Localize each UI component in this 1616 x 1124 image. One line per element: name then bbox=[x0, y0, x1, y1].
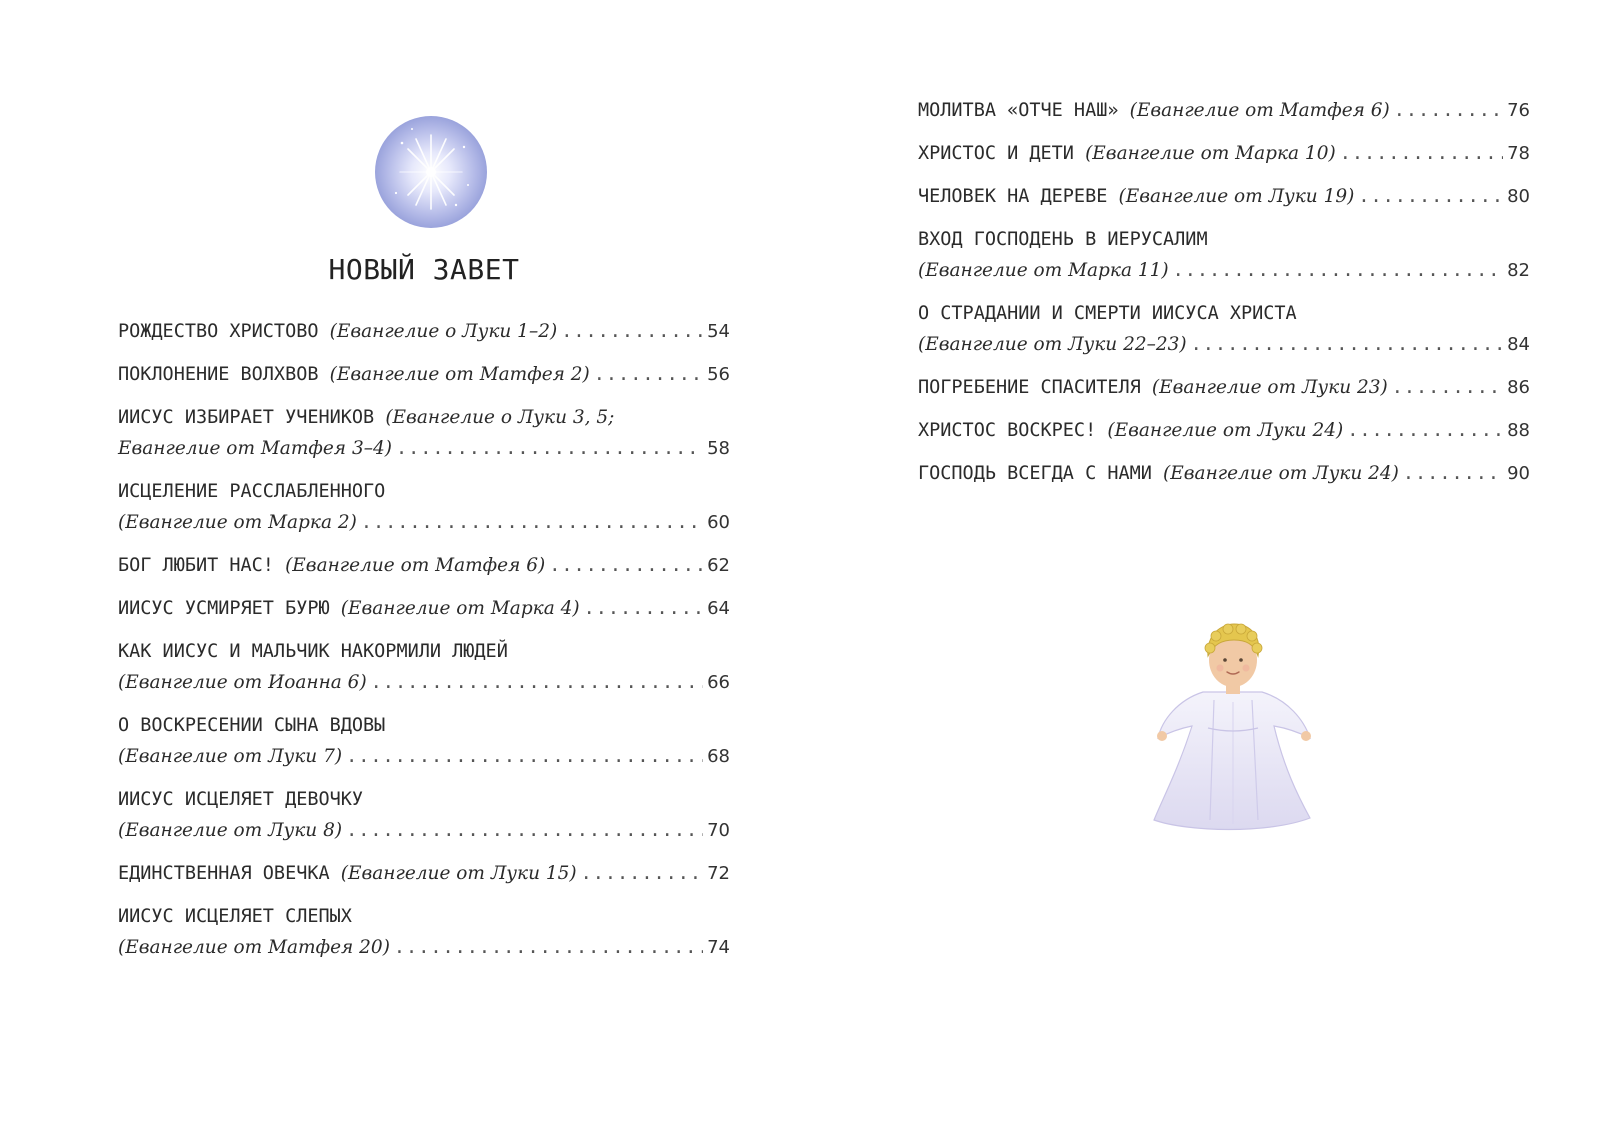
toc-entry[interactable] bbox=[118, 359, 730, 390]
leader-dots bbox=[394, 932, 703, 963]
leader-dots bbox=[581, 858, 703, 889]
toc-entry-page: 78 bbox=[1507, 143, 1530, 164]
toc-entry-title: ВХОД ГОСПОДЕНЬ В ИЕРУСАЛИМ bbox=[918, 229, 1208, 250]
toc-entry-ref: (Евангелие от Луки 22–23) bbox=[918, 334, 1187, 355]
toc-entry-page: 74 bbox=[707, 937, 730, 958]
toc-entry-ref: (Евангелие от Луки 19) bbox=[1118, 186, 1355, 207]
toc-entry[interactable] bbox=[118, 402, 730, 464]
toc-entry-page: 66 bbox=[707, 672, 730, 693]
leader-dots bbox=[561, 316, 703, 347]
toc-entry-title: ЧЕЛОВЕК НА ДЕРЕВЕ bbox=[918, 186, 1108, 207]
toc-entry-title: ИСЦЕЛЕНИЕ РАССЛАБЛЕННОГО bbox=[118, 481, 386, 502]
toc-entry-ref: (Евангелие от Луки 15) bbox=[340, 863, 577, 884]
toc-entry-page: 58 bbox=[707, 438, 730, 459]
toc-entry-ref: (Евангелие от Матфея 6) bbox=[1129, 100, 1390, 121]
leader-dots bbox=[1358, 181, 1503, 212]
toc-entry[interactable] bbox=[918, 138, 1530, 169]
toc-entry[interactable] bbox=[918, 298, 1530, 360]
toc-entry-title: ГОСПОДЬ ВСЕГДА С НАМИ bbox=[918, 463, 1152, 484]
toc-entry-page: 54 bbox=[707, 321, 730, 342]
toc-entry-title: ХРИСТОС И ДЕТИ bbox=[918, 143, 1074, 164]
toc-entry-ref: (Евангелие от Марка 11) bbox=[918, 260, 1169, 281]
toc-entry-ref: (Евангелие от Луки 23) bbox=[1151, 377, 1388, 398]
toc-entry-ref: (Евангелие от Матфея 6) bbox=[285, 555, 546, 576]
leader-dots bbox=[396, 433, 703, 464]
toc-entry-ref: (Евангелие от Луки 7) bbox=[118, 746, 343, 767]
toc-entry-title: ЕДИНСТВЕННАЯ ОВЕЧКА bbox=[118, 863, 330, 884]
toc-entry-page: 72 bbox=[707, 863, 730, 884]
toc-entry-ref: (Евангелие от Луки 8) bbox=[118, 820, 343, 841]
toc-entry-page: 82 bbox=[1507, 260, 1530, 281]
toc-entry[interactable] bbox=[118, 710, 730, 772]
toc-entry-page: 80 bbox=[1507, 186, 1530, 207]
toc-entry-page: 64 bbox=[707, 598, 730, 619]
toc-entry[interactable] bbox=[918, 95, 1530, 126]
toc-entry-page: 84 bbox=[1507, 334, 1530, 355]
toc-entry-ref: (Евангелие о Луки 1–2) bbox=[329, 321, 558, 342]
toc-entry-ref-continued: Евангелие от Матфея 3–4) bbox=[118, 438, 392, 459]
leader-dots bbox=[1392, 372, 1503, 403]
section-title: НОВЫЙ ЗАВЕТ bbox=[328, 253, 520, 286]
toc-entry-page: 70 bbox=[707, 820, 730, 841]
leader-dots bbox=[1191, 329, 1503, 360]
leader-dots bbox=[584, 593, 703, 624]
toc-entry[interactable] bbox=[118, 550, 730, 581]
toc-entry-page: 68 bbox=[707, 746, 730, 767]
toc-entry[interactable] bbox=[918, 458, 1530, 489]
toc-entry[interactable] bbox=[118, 476, 730, 538]
toc-entry[interactable] bbox=[118, 316, 730, 347]
leader-dots bbox=[1173, 255, 1503, 286]
toc-entry[interactable] bbox=[918, 415, 1530, 446]
toc-entry[interactable] bbox=[118, 593, 730, 624]
toc-list-right bbox=[918, 95, 1530, 501]
toc-entry[interactable] bbox=[918, 224, 1530, 286]
leader-dots bbox=[1347, 415, 1503, 446]
toc-entry-page: 86 bbox=[1507, 377, 1530, 398]
leader-dots bbox=[346, 741, 703, 772]
toc-entry-ref: (Евангелие от Марка 4) bbox=[340, 598, 580, 619]
star-orb-icon bbox=[372, 113, 490, 231]
toc-entry-ref: (Евангелие о Луки 3, 5; bbox=[385, 407, 615, 428]
toc-entry-title: РОЖДЕСТВО ХРИСТОВО bbox=[118, 321, 319, 342]
leader-dots bbox=[361, 507, 703, 538]
toc-entry-title: ПОКЛОНЕНИЕ ВОЛХВОВ bbox=[118, 364, 319, 385]
toc-entry-ref: (Евангелие от Марка 2) bbox=[118, 512, 357, 533]
toc-entry-ref: (Евангелие от Матфея 2) bbox=[329, 364, 590, 385]
toc-entry-title: ХРИСТОС ВОСКРЕС! bbox=[918, 420, 1097, 441]
toc-list-left bbox=[118, 316, 730, 975]
toc-entry-page: 88 bbox=[1507, 420, 1530, 441]
leader-dots bbox=[549, 550, 703, 581]
toc-entry-ref: (Евангелие от Луки 24) bbox=[1107, 420, 1344, 441]
leader-dots bbox=[594, 359, 703, 390]
toc-entry-title: О СТРАДАНИИ И СМЕРТИ ИИСУСА ХРИСТА bbox=[918, 303, 1297, 324]
toc-entry-page: 90 bbox=[1507, 463, 1530, 484]
toc-entry[interactable] bbox=[118, 784, 730, 846]
toc-entry-title: КАК ИИСУС И МАЛЬЧИК НАКОРМИЛИ ЛЮДЕЙ bbox=[118, 641, 508, 662]
toc-entry-page: 60 bbox=[707, 512, 730, 533]
leader-dots bbox=[371, 667, 703, 698]
angel-child-icon bbox=[1148, 620, 1318, 835]
leader-dots bbox=[1340, 138, 1503, 169]
toc-entry-page: 56 bbox=[707, 364, 730, 385]
right-page bbox=[808, 0, 1616, 1124]
toc-entry-title: БОГ ЛЮБИТ НАС! bbox=[118, 555, 274, 576]
toc-entry-ref: (Евангелие от Марка 10) bbox=[1085, 143, 1336, 164]
toc-entry[interactable] bbox=[118, 901, 730, 963]
toc-entry-title: ИИСУС ИСЦЕЛЯЕТ СЛЕПЫХ bbox=[118, 906, 352, 927]
toc-entry-ref: (Евангелие от Луки 24) bbox=[1163, 463, 1399, 484]
toc-entry[interactable] bbox=[918, 372, 1530, 403]
toc-entry-title: МОЛИТВА «ОТЧЕ НАШ» bbox=[918, 100, 1119, 121]
leader-dots bbox=[1394, 95, 1503, 126]
toc-entry-ref: (Евангелие от Иоанна 6) bbox=[118, 672, 367, 693]
toc-entry-title: О ВОСКРЕСЕНИИ СЫНА ВДОВЫ bbox=[118, 715, 386, 736]
toc-entry[interactable] bbox=[918, 181, 1530, 212]
toc-entry-title: ИИСУС ИЗБИРАЕТ УЧЕНИКОВ bbox=[118, 407, 375, 428]
toc-entry-title: ИИСУС УСМИРЯЕТ БУРЮ bbox=[118, 598, 330, 619]
toc-entry-ref: (Евангелие от Матфея 20) bbox=[118, 937, 390, 958]
toc-entry-title: ИИСУС ИСЦЕЛЯЕТ ДЕВОЧКУ bbox=[118, 789, 364, 810]
leader-dots bbox=[346, 815, 703, 846]
toc-entry-page: 62 bbox=[707, 555, 730, 576]
toc-entry-title: ПОГРЕБЕНИЕ СПАСИТЕЛЯ bbox=[918, 377, 1141, 398]
leader-dots bbox=[1403, 458, 1503, 489]
toc-entry[interactable] bbox=[118, 858, 730, 889]
toc-entry[interactable] bbox=[118, 636, 730, 698]
toc-entry-page: 76 bbox=[1507, 100, 1530, 121]
